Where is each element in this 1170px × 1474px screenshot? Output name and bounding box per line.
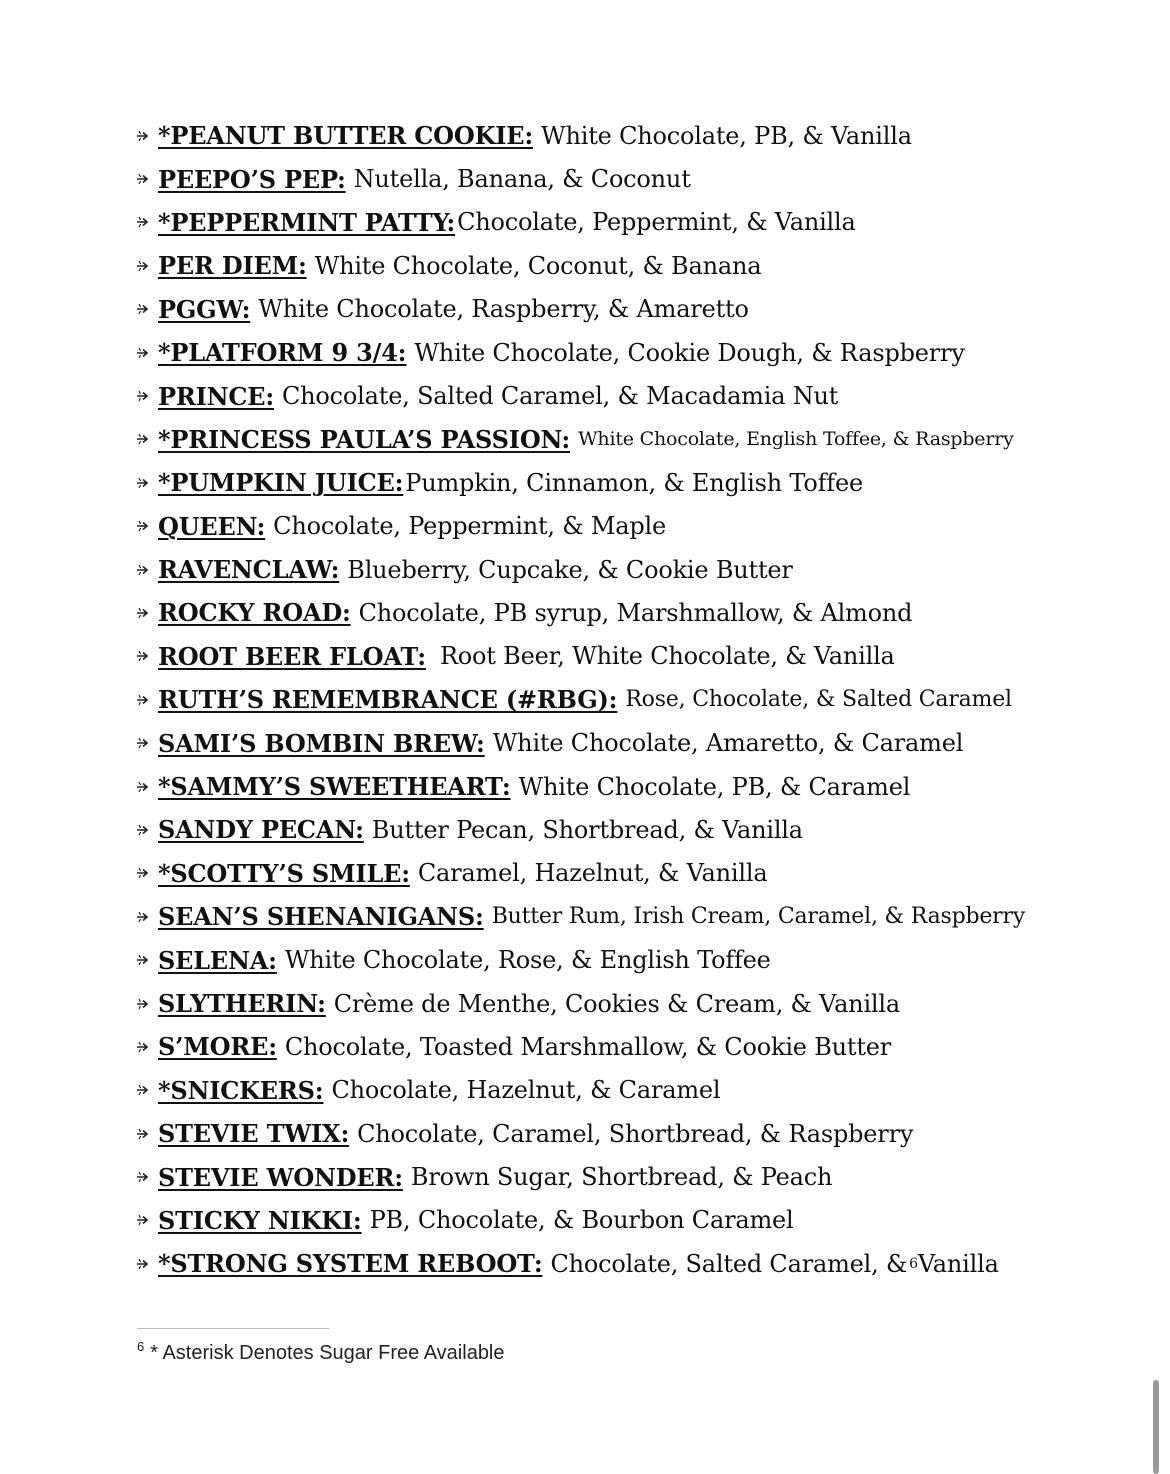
list-item [136, 244, 1025, 287]
flavor-name: PGGW: [158, 294, 251, 324]
flavor-ingredients: Nutella, Banana, & Coconut [353, 165, 691, 194]
flavor-name: ROCKY ROAD: [158, 598, 351, 628]
flavor-name: RAVENCLAW: [158, 555, 340, 585]
list-item [136, 505, 1025, 548]
arrow-bullet-icon [136, 386, 158, 406]
flavor-name: STEVIE TWIX: [158, 1119, 350, 1149]
flavor-name: *PEANUT BUTTER COOKIE: [158, 121, 534, 151]
list-item [136, 678, 1025, 721]
arrow-bullet-icon [136, 1167, 158, 1187]
arrow-bullet-icon [136, 212, 158, 232]
arrow-bullet-icon [136, 473, 158, 493]
footnote [137, 1339, 505, 1365]
flavor-ingredients: Chocolate, Hazelnut, & Caramel [331, 1076, 721, 1105]
flavor-name: PRINCE: [158, 381, 275, 411]
arrow-bullet-icon [136, 560, 158, 580]
flavor-name: PEEPO’S PEP: [158, 164, 346, 194]
footnote-text: * Asterisk Denotes Sugar Free Available [150, 1342, 505, 1364]
list-item [136, 288, 1025, 331]
list-item [136, 114, 1025, 157]
arrow-bullet-icon [136, 126, 158, 146]
list-item [136, 1025, 1025, 1068]
arrow-bullet-icon [136, 1124, 158, 1144]
arrow-bullet-icon [136, 1080, 158, 1100]
flavor-ingredients: Chocolate, Peppermint, & Maple [273, 512, 667, 541]
flavor-name: *PRINCESS PAULA’S PASSION: [158, 424, 571, 454]
flavor-ingredients: Brown Sugar, Shortbread, & Peach [410, 1163, 833, 1192]
footnote-number: 6 [137, 1339, 145, 1355]
flavor-ingredients: White Chocolate, PB, & Vanilla [541, 121, 912, 150]
flavor-ingredients: Chocolate, Peppermint, & Vanilla [457, 208, 856, 237]
list-item [136, 721, 1025, 764]
flavor-ingredients: Butter Pecan, Shortbread, & Vanilla [371, 815, 803, 844]
arrow-bullet-icon [136, 777, 158, 797]
flavor-ingredients: Root Beer, White Chocolate, & Vanilla [439, 642, 895, 671]
flavor-name: SAMI’S BOMBIN BREW: [158, 728, 485, 758]
flavor-ingredients: White Chocolate, PB, & Caramel [518, 772, 911, 801]
flavor-ingredients: Crème de Menthe, Cookies & Cream, & Vanilla [333, 989, 900, 1018]
list-item [136, 852, 1025, 895]
list-item [136, 1112, 1025, 1155]
list-item [136, 982, 1025, 1025]
flavor-ingredients: White Chocolate, Cookie Dough, & Raspberry [414, 338, 965, 367]
flavor-ingredients: Rose, Chocolate, & Salted Caramel [625, 687, 1012, 713]
flavor-name: ROOT BEER FLOAT: [158, 641, 426, 671]
flavor-ingredients: PB, Chocolate, & Bourbon Caramel [369, 1206, 794, 1235]
list-item [136, 895, 1025, 938]
flavor-name: *SCOTTY’S SMILE: [158, 858, 410, 888]
arrow-bullet-icon [136, 343, 158, 363]
list-item [136, 201, 1025, 244]
arrow-bullet-icon [136, 820, 158, 840]
list-item [136, 591, 1025, 634]
flavor-ingredients: Chocolate, Salted Caramel, & [550, 1249, 908, 1278]
flavor-name: S’MORE: [158, 1032, 277, 1062]
list-item [136, 461, 1025, 504]
arrow-bullet-icon [136, 1037, 158, 1057]
arrow-bullet-icon [136, 733, 158, 753]
list-item [136, 157, 1025, 200]
arrow-bullet-icon [136, 1254, 158, 1274]
flavor-name: RUTH’S REMEMBRANCE (#RBG): [158, 685, 618, 715]
flavor-ingredients: White Chocolate, Coconut, & Banana [314, 251, 762, 280]
flavor-ingredients: Blueberry, Cupcake, & Cookie Butter [347, 555, 793, 584]
flavor-name: SEAN’S SHENANIGANS: [158, 902, 484, 932]
arrow-bullet-icon [136, 603, 158, 623]
flavor-name: *SNICKERS: [158, 1075, 324, 1105]
list-item [136, 765, 1025, 808]
list-item [136, 635, 1025, 678]
flavor-name: SLYTHERIN: [158, 989, 326, 1018]
arrow-bullet-icon [136, 863, 158, 883]
flavor-name: PER DIEM: [158, 251, 307, 281]
arrow-bullet-icon [136, 950, 158, 970]
arrow-bullet-icon [136, 299, 158, 319]
flavor-name: SELENA: [158, 945, 277, 975]
flavor-name: STICKY NIKKI: [158, 1205, 362, 1235]
flavor-ingredients: Chocolate, Caramel, Shortbread, & Raspberry [357, 1119, 914, 1148]
flavor-name: STEVIE WONDER: [158, 1162, 403, 1192]
list-item [136, 1199, 1025, 1242]
list-item [136, 808, 1025, 851]
flavor-name: *STRONG SYSTEM REBOOT: [158, 1249, 543, 1279]
flavor-ingredients: White Chocolate, Amaretto, & Caramel [492, 729, 964, 758]
flavor-ingredients: White Chocolate, Raspberry, & Amaretto [258, 295, 749, 324]
list-item [136, 938, 1025, 981]
flavor-ingredients: Caramel, Hazelnut, & Vanilla [417, 859, 768, 888]
vertical-scrollbar[interactable] [1153, 1380, 1159, 1474]
arrow-bullet-icon [136, 169, 158, 189]
flavor-ingredients-end: Vanilla [917, 1249, 999, 1278]
flavor-name: *SAMMY’S SWEETHEART: [158, 772, 511, 802]
list-item [136, 418, 1025, 461]
flavor-name: SANDY PECAN: [158, 815, 364, 845]
arrow-bullet-icon [136, 1210, 158, 1230]
footnote-separator [137, 1328, 329, 1329]
arrow-bullet-icon [136, 429, 158, 449]
list-item [136, 374, 1025, 417]
flavor-ingredients: Chocolate, Toasted Marshmallow, & Cookie Butter [284, 1032, 892, 1061]
flavor-name: QUEEN: [158, 511, 266, 541]
flavor-ingredients: White Chocolate, Rose, & English Toffee [284, 946, 771, 975]
list-item [136, 548, 1025, 591]
flavor-ingredients: Chocolate, Salted Caramel, & Macadamia Nut [282, 382, 839, 411]
flavor-name: *PLATFORM 9 3/4: [158, 338, 407, 368]
arrow-bullet-icon [136, 907, 158, 927]
flavor-name: *PUMPKIN JUICE: [158, 468, 404, 498]
arrow-bullet-icon [136, 690, 158, 710]
arrow-bullet-icon [136, 646, 158, 666]
flavor-ingredients: Pumpkin, Cinnamon, & English Toffee [405, 468, 863, 497]
flavor-ingredients: White Chocolate, English Toffee, & Raspberry [578, 428, 1014, 451]
flavor-name: *PEPPERMINT PATTY: [158, 207, 456, 237]
arrow-bullet-icon [136, 516, 158, 536]
list-item [136, 1155, 1025, 1198]
list-item: *STRONG SYSTEM REBOOT: Chocolate, Salted Caramel, & 6 Vanilla [136, 1242, 1025, 1285]
arrow-bullet-icon [136, 256, 158, 276]
list-item [136, 331, 1025, 374]
flavor-ingredients: Chocolate, PB syrup, Marshmallow, & Almond [358, 598, 913, 627]
flavor-ingredients: Butter Rum, Irish Cream, Caramel, & Raspberry [491, 904, 1026, 930]
arrow-bullet-icon [136, 994, 158, 1014]
flavor-list [136, 114, 1025, 1286]
list-item [136, 1069, 1025, 1112]
